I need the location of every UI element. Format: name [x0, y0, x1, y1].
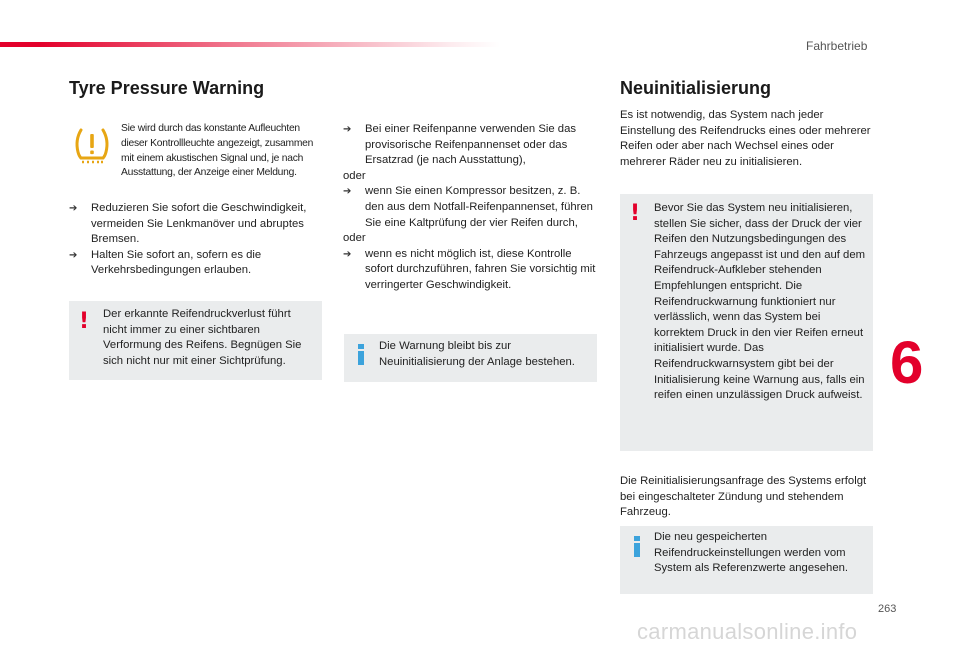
- right-intro: Es ist notwendig, das System nach jeder Einstellung des Reifendrucks eines oder mehrerer Reifen oder aber nach Wechsel eines oder mehrerer Räder neu zu initialisieren.: [620, 109, 871, 168]
- list-item: ➔ wenn es nicht möglich ist, diese Kontrolle sofort durchzuführen, fahren Sie vorsichtig mit verringerter Geschwindigkeit.: [343, 247, 596, 291]
- arrow-bullet-icon: ➔: [343, 186, 352, 198]
- or-separator: oder: [343, 169, 366, 182]
- arrow-bullet-icon: ➔: [343, 124, 352, 135]
- info-icon: [632, 536, 644, 558]
- icon-caption: Sie wird durch das konstante Aufleuchten dieser Kontrollleuchte angezeigt, zusammen mit einem akustischen Signal und, je nach Ausstattung, der Anzeige einer Meldung.: [121, 123, 314, 179]
- right-warning-box: [620, 194, 873, 451]
- arrow-bullet-icon: ➔: [69, 249, 78, 261]
- middle-info-text: Die Warnung bleibt bis zur Neuinitialisierung der Anlage bestehen.: [379, 340, 575, 368]
- list-item: ➔ Bei einer Reifenpanne verwenden Sie das provisorische Reifenpannenset oder das Ersatzrad (je nach Ausstattung),: [343, 123, 577, 167]
- left-title: Tyre Pressure Warning: [69, 78, 265, 98]
- header-accent-bar: [0, 42, 500, 47]
- right-info-text: Die neu gespeicherten Reifendruckeinstellungen werden vom System als Referenzwerte angesehen.: [654, 531, 849, 575]
- section-label: Fahrbetrieb: [806, 39, 868, 53]
- middle-bullet-list: [343, 122, 601, 294]
- left-bullet-list: [69, 201, 325, 279]
- or-separator: oder: [343, 232, 366, 245]
- info-icon: [356, 344, 368, 366]
- exclamation-icon: !: [630, 201, 641, 226]
- right-info-box: [620, 526, 873, 594]
- arrow-bullet-icon: ➔: [69, 203, 78, 214]
- left-warning-text: Der erkannte Reifendruckverlust führt nicht immer zu einer sichtbaren Verformung des Reifens. Begnügen Sie sich nicht nur mit einer Sichtprüfung.: [103, 308, 302, 367]
- exclamation-icon: !: [79, 309, 90, 334]
- arrow-bullet-icon: ➔: [343, 248, 352, 260]
- page-number: 263: [878, 603, 897, 615]
- right-title: Neuinitialisierung: [620, 78, 772, 98]
- middle-info-box: [344, 334, 597, 382]
- watermark: carmanualsonline.info: [637, 619, 858, 644]
- tyre-pressure-warning-icon: [72, 126, 112, 166]
- list-item: ➔ wenn Sie einen Kompressor besitzen, z. B. den aus dem Notfall-Reifenpannenset, führen Sie eine Kaltprüfung der vier Reifen durch,: [343, 185, 593, 229]
- chapter-number: 6: [890, 329, 924, 396]
- right-reinit-text: Die Reinitialisierungsanfrage des Systems erfolgt bei eingeschalteter Zündung und stehendem Fahrzeug.: [620, 475, 867, 519]
- left-warning-box: [69, 301, 322, 380]
- right-warning-text: Bevor Sie das System neu initialisieren, stellen Sie sicher, dass der Druck der vier Reifen den Nutzungsbedingungen des Fahrzeugs angepasst ist und den auf dem Reifendruck-Aufkleber stehenden Empfehlungen entspricht. Die Reifendruckwarnung funktioniert nur verlässlich, wenn das System bei korrektem Druck in den vier Reifen erneut initialisiert wurde. Das Reifendruckwarnsystem gibt bei der Initialisierung keine Warnung aus, falls ein reifen einen unzulässigen Druck aufweist.: [654, 202, 866, 402]
- list-item: ➔ Reduzieren Sie sofort die Geschwindigkeit, vermeiden Sie Lenkmanöver und abruptes Bremsen.: [69, 202, 307, 246]
- list-item: ➔ Halten Sie sofort an, sofern es die Verkehrsbedingungen erlauben.: [69, 248, 262, 277]
